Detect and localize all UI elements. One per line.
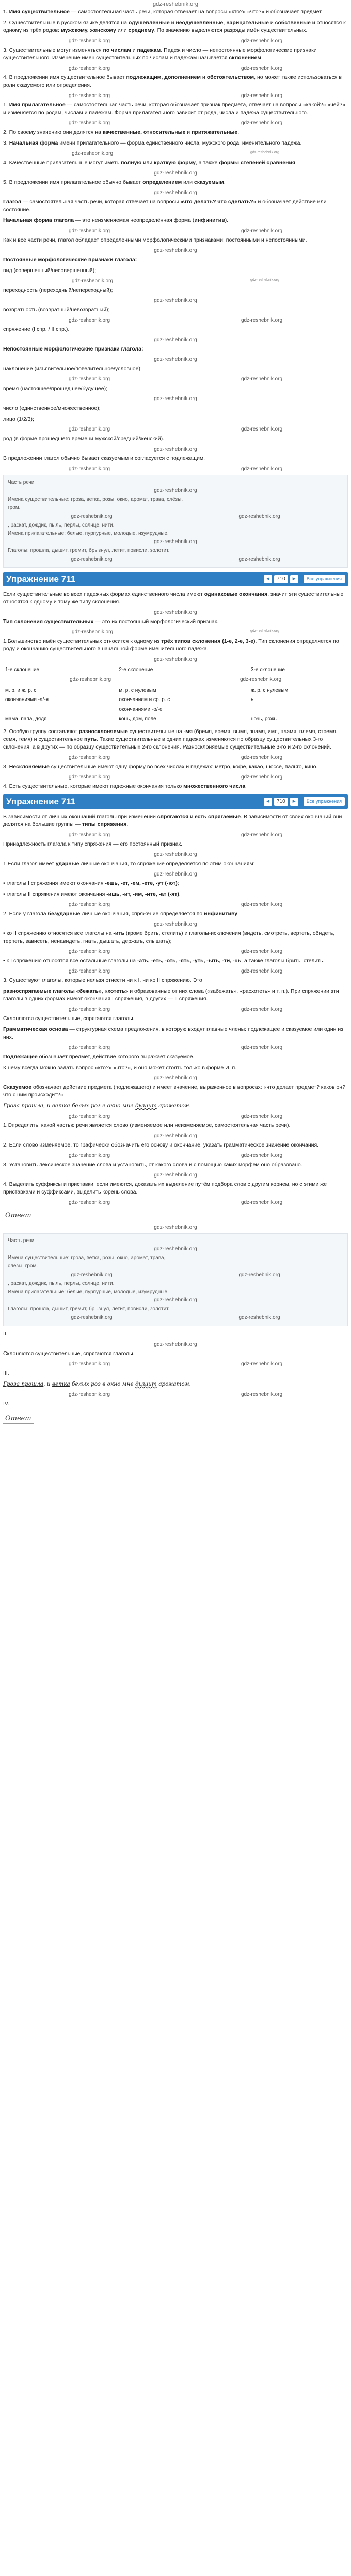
watermark-row: gdz-reshebnik.org gdz-reshebnik.org [68, 1391, 283, 1397]
site-header[interactable]: gdz-reshebnik.org [152, 1, 199, 7]
exercise-nav-bar [3, 572, 348, 586]
table-cell [249, 705, 348, 714]
next-exercise-button[interactable]: ► [290, 575, 298, 583]
watermark: gdz-reshebnik.org [154, 1224, 197, 1230]
paragraph: 1.Большинство имён существительных относится к одному из трёх типов склонения (1-е, 2-е, 3-е). Тип склонения определяется по роду и окончанию существительного в начальной форме именительного падежа. [3, 638, 339, 652]
paragraph: Тип склонения существительных — это их постоянный морфологический признак. [3, 618, 219, 625]
paragraph: 3. Установить лексическое значение слова и установить, от какого слова и с помощью каких морфем оно образовано. [3, 1162, 302, 1168]
paragraph: 1. Имя существительное — самостоятельная часть речи, которая отвечает на вопросы «кто?» «что?» и обозначает предмет. [3, 9, 323, 15]
paragraph: 3. Существуют глаголы, которые нельзя отнести ни к I, ни ко II спряжению. Это [3, 977, 202, 984]
watermark: gdz-reshebnik.org [154, 921, 197, 927]
watermark-row: gdz-reshebnik.org gdz-reshebnik.org [68, 832, 283, 838]
prev-exercise-button[interactable]: ◄ [264, 575, 272, 583]
watermark-row: gdz-reshebnik.org gdz-reshebnik.org [68, 1200, 283, 1206]
paragraph: Как и все части речи, глагол обладает определёнными морфологическими признаками: постоянными и непостоянными. [3, 237, 307, 243]
paragraph: 2. Существительные в русском языке делятся на одушевлённые и неодушевлённые, нарицательные и собственные и относятся к одному из трёх родов: мужскому, женскому или среднему. По значению выделяются разряды имён существительных. [3, 19, 346, 34]
exercise-title: Упражнение 711 [6, 796, 76, 806]
table-row: Имена существительные: гроза, ветка, розы, окно, аромат, трава, слёзы, [8, 497, 183, 503]
list-item: переходность (переходный/непереходный); [3, 287, 113, 294]
watermark-row: gdz-reshebnik.org gdz-reshebnik.org [68, 1152, 283, 1158]
table-row [3, 686, 348, 695]
paragraph: Принадлежность глагола к типу спряжения — его постоянный признак. [3, 840, 183, 847]
list-item: наклонение (изъявительное/повелительное/условное); [3, 365, 142, 372]
section-number: III. [3, 1370, 9, 1376]
paragraph: 5. В предложении имя прилагательное обычно бывает определением или сказуемым. [3, 179, 226, 185]
table-cell: ночь, рожь [251, 715, 277, 722]
list-item: • глаголы II спряжения имеют окончания -ишь, -ит, -им, -ите, -ат (-ят). [3, 891, 181, 897]
watermark-row: gdz-reshebnik.org gdz-reshebnik.org [71, 1271, 280, 1278]
table-cell: конь, дом, поле [119, 715, 156, 722]
table-row [3, 695, 348, 705]
table-row: гром. [8, 505, 21, 511]
watermark-row: gdz-reshebnik.org gdz-reshebnik.org [68, 1006, 283, 1012]
paragraph: Подлежащее обозначает предмет, действие которого выражает сказуемое. [3, 1054, 195, 1060]
table-header: Часть речи [8, 1237, 35, 1244]
watermark: gdz-reshebnik.org [154, 396, 197, 402]
paragraph: Если существительные во всех падежных формах единственного числа имеют одинаковые окончания, значит эти существительные относятся к одному и тому же типу склонения. [3, 591, 344, 605]
table-cell: м. р. с нулевым [119, 688, 156, 694]
watermark-row: gdz-reshebnik.org gdz-reshebnik.org [68, 38, 283, 44]
answer-label: Ответ [3, 1211, 34, 1221]
answer-table [3, 1233, 348, 1326]
example-sentence: Гроза прошла, и ветка белых роз в окно мне дышит ароматом. [3, 1380, 191, 1387]
paragraph: 2. Если слово изменяемое, то графически обозначить его основу и окончание, указать грамматическое значение окончания. [3, 1142, 319, 1149]
paragraph: Грамматическая основа — структурная схема предложения, в которую входят главные члены: подлежащее и сказуемое или один из них. [3, 1026, 344, 1040]
watermark: gdz-reshebnik.org [154, 337, 197, 343]
exercise-number[interactable]: 710 [274, 798, 288, 806]
table-header: Часть речи [8, 479, 35, 485]
watermark-row: gdz-reshebnik.org gdz-reshebnik.org [68, 1044, 283, 1051]
paragraph: 3. Существительные могут изменяться по числам и падежам. Падеж и число — непостоянные морфологические признаки существительного. Изменение имён существительных по числам и падежам называется склонением. [3, 46, 317, 61]
watermark: gdz-reshebnik.org [154, 1246, 197, 1252]
all-exercises-link[interactable]: Все упражнения [304, 575, 345, 583]
watermark-row: gdz-reshebnik.org gdz-reshebnik.org [68, 901, 283, 908]
watermark: gdz-reshebnik.org [154, 1297, 197, 1303]
watermark: gdz-reshebnik.org [154, 357, 197, 363]
watermark-row: gdz-reshebnik.org gdz-reshebnik.org [68, 774, 283, 780]
heading: Постоянные морфологические признаки глагола: [3, 257, 137, 263]
paragraph: В предложении глагол обычно бывает сказуемым и согласуется с подлежащим. [3, 455, 205, 462]
watermark-row: gdz-reshebnik.org gdz-reshebnik.org [71, 556, 280, 562]
exercise-nav-bar [3, 794, 348, 809]
all-exercises-link[interactable]: Все упражнения [304, 797, 345, 806]
watermark: gdz-reshebnik.org [154, 446, 197, 452]
paragraph: 4. Выделить суффиксы и приставки; если имеются, доказать их выделение путём подбора слов с другим корнем, но с этими же приставками и суффиксами, выделить корень слова. [3, 1181, 327, 1196]
list-item: лицо (1/2/3); [3, 416, 34, 422]
exercise-title: Упражнение 711 [6, 574, 76, 584]
table-row: Глаголы: прошла, дышит, гремит, брызнул, летит, повисли, золотит. [8, 548, 170, 554]
table-row: , раскат, дождик, пыль, перлы, солнце, нити. [8, 522, 115, 528]
watermark-row: gdz-reshebnik.org gdz-reshebnik.org [68, 466, 283, 472]
table-cell: окончанием и ср. р. с [119, 697, 170, 703]
table-header-cell: 1-е склонение [5, 666, 39, 673]
watermark: gdz-reshebnik.org [154, 1341, 197, 1347]
exercise-number[interactable]: 710 [274, 575, 288, 583]
table-row: , раскат, дождик, пыль, перлы, солнце, нити. [8, 1280, 115, 1286]
paragraph: Глагол — самостоятельная часть речи, которая отвечает на вопросы «что делать? что сделать?» и обозначает действие или состояние. [3, 199, 327, 213]
watermark-row: gdz-reshebnik.org gdz-reshebnik.org [68, 426, 283, 433]
watermark-row: gdz-reshebnik.org gdz-reshebnik.org [71, 1314, 280, 1321]
paragraph: разноспрягаемые глаголы «бежать», «хотеть» и образованные от них слова («забежать», «расхотеть» и т. п.). При спряжении эти глаголы в одних формах имеют окончания I спряжения, в других — II спряжения. [3, 988, 339, 1003]
list-item: возвратность (возвратный/невозвратный); [3, 307, 110, 313]
watermark-row: gdz-reshebnik.org gdz-reshebnik.org [71, 150, 279, 156]
paragraph: 3. Несклоняемые существительные имеют одну форму во всех числах и падежах: метро, кофе, какао, шоссе, пальто, кино. [3, 763, 318, 770]
list-item: время (настоящее/прошедшее/будущее); [3, 385, 108, 392]
watermark-row: gdz-reshebnik.org gdz-reshebnik.org [68, 754, 283, 760]
watermark-row: gdz-reshebnik.org gdz-reshebnik.org [69, 677, 282, 682]
paragraph: 2. Особую группу составляют разносклоняемые существительные на -мя (бремя, время, вымя, знамя, имя, пламя, племя, стремя, семя, темя) и существительное путь. Такие существительные в одних падежах изменяются по образцу существительных 3-го склонения, а в других — по образцу существительных 2-го склонения. Разносклоняемые существительные 3-го и 2-го склонений. [3, 728, 338, 750]
watermark-row: gdz-reshebnik.org gdz-reshebnik.org [68, 1113, 283, 1119]
watermark: gdz-reshebnik.org [154, 247, 197, 253]
watermark-row: gdz-reshebnik.org gdz-reshebnik.org [68, 317, 283, 324]
watermark-row: gdz-reshebnik.org gdz-reshebnik.org [68, 1361, 283, 1367]
paragraph: Склоняются существительные, спрягаются глаголы. [3, 1350, 135, 1357]
table-row: Имена существительные: гроза, ветка, розы, окно, аромат, трава, [8, 1255, 166, 1261]
watermark-row: gdz-reshebnik.org gdz-reshebnik.org [68, 65, 283, 71]
answer-label: Ответ [3, 1414, 34, 1424]
table-cell: окончаниями -о/-е [119, 706, 163, 712]
table-row: Имена прилагательные: белые, пурпурные, молодые, изумрудные. [8, 1289, 169, 1295]
heading: Непостоянные морфологические признаки глагола: [3, 346, 143, 353]
paragraph: К нему всегда можно задать вопрос «кто?» «что?», и оно может стоять только в форме И. п. [3, 1064, 237, 1071]
table-header-cell: 3-е склонение [251, 666, 285, 673]
table-row [3, 705, 348, 714]
paragraph: 1. Имя прилагательное — самостоятельная часть речи, которая обозначает признак предмета, отвечает на вопросы «какой?» «чей?» и изменяется по родам, числам и падежам. Форма прилагательного зависит от рода, числа и падежа существительного. [3, 101, 346, 116]
table-cell: ь [251, 697, 254, 703]
watermark: gdz-reshebnik.org [154, 1172, 197, 1179]
table-cell: ж. р. с нулевым [251, 688, 289, 694]
prev-exercise-button[interactable]: ◄ [264, 798, 272, 806]
table-row: Имена прилагательные: белые, пурпурные, молодые, изумрудные. [8, 530, 169, 536]
next-exercise-button[interactable]: ► [290, 798, 298, 806]
watermark-row: gdz-reshebnik.org gdz-reshebnik.org [68, 968, 283, 975]
watermark-row: gdz-reshebnik.org gdz-reshebnik.org [68, 92, 283, 99]
paragraph: Склоняются существительные, спрягаются глаголы. [3, 1015, 135, 1022]
list-item: число (единственное/множественное); [3, 405, 101, 411]
list-item: • ко II спряжению относятся все глаголы на -ить (кроме брить, стелить) и глаголы-исключения (видеть, смотреть, вертеть, обидеть, терпеть, зависеть, ненавидеть, гнать, дышать, держать, слышать); [3, 930, 335, 945]
table-header-cell: 2-е склонение [119, 666, 153, 673]
list-item: • к I спряжению относятся все остальные глаголы на -ать, -еть, -оть, -ять, -уть, -ыть, -ти, -чь, а также глаголы брить, стелить. [3, 958, 325, 964]
exercise-pager [264, 797, 345, 806]
watermark-row: gdz-reshebnik.org gdz-reshebnik.org [68, 948, 283, 955]
watermark-row: gdz-reshebnik.org gdz-reshebnik.org [71, 629, 279, 635]
watermark-row: gdz-reshebnik.org gdz-reshebnik.org [71, 278, 279, 284]
list-item: род (в форме прошедшего времени мужской/средний/женский). [3, 435, 165, 442]
table-cell: мама, папа, дядя [5, 715, 47, 722]
list-item: вид (совершенный/несовершенный); [3, 267, 97, 274]
watermark: gdz-reshebnik.org [154, 1075, 197, 1081]
example-sentence: Гроза прошла, и ветка белых роз в окно мне дышит ароматом. [3, 1102, 191, 1109]
watermark: gdz-reshebnik.org [154, 851, 197, 857]
section-number: II. [3, 1330, 8, 1337]
table-cell: окончаниями -а/-я [5, 697, 49, 703]
watermark: gdz-reshebnik.org [154, 871, 197, 877]
watermark-row: gdz-reshebnik.org gdz-reshebnik.org [68, 228, 283, 234]
watermark: gdz-reshebnik.org [154, 189, 197, 196]
paragraph: Сказуемое обозначает действие предмета (подлежащего) и имеет значение, выраженное в вопросах: «что делает предмет? каков он? что с ним происходит?» [3, 1084, 345, 1098]
parts-of-speech-table [3, 475, 348, 568]
exercise-pager [264, 575, 345, 583]
watermark: gdz-reshebnik.org [154, 656, 197, 662]
watermark: gdz-reshebnik.org [154, 1133, 197, 1139]
table-row: слёзы, гром. [8, 1263, 38, 1269]
section-number: IV. [3, 1400, 9, 1407]
paragraph: 4. В предложении имя существительное бывает подлежащим, дополнением и обстоятельством, но может также использоваться в роли сказуемого или определения. [3, 74, 342, 88]
watermark-row: gdz-reshebnik.org gdz-reshebnik.org [68, 120, 283, 126]
table-row [3, 714, 348, 724]
watermark: gdz-reshebnik.org [154, 609, 197, 615]
paragraph: Начальная форма глагола — это неизменяемая неопределённая форма (инфинитив). [3, 217, 229, 224]
list-item: спряжение (I спр. / II спр.). [3, 326, 70, 333]
paragraph: 4. Качественные прилагательные могут иметь полную или краткую форму, а также формы степеней сравнения. [3, 159, 297, 166]
table-row [3, 675, 348, 686]
paragraph: 2. По своему значению они делятся на качественные, относительные и притяжательные. [3, 129, 240, 135]
table-cell: м. р. и ж. р. с [5, 688, 37, 694]
watermark: gdz-reshebnik.org [154, 488, 197, 494]
watermark-row: gdz-reshebnik.org gdz-reshebnik.org [71, 513, 280, 519]
paragraph: 1.Если глагол имеет ударные личные окончания, то спряжение определяется по этим окончаниям: [3, 860, 255, 867]
watermark-row: gdz-reshebnik.org gdz-reshebnik.org [68, 376, 283, 383]
declension-table [3, 665, 348, 724]
paragraph: 4. Есть существительные, которые имеют падежные окончания только множественного числа [3, 783, 246, 789]
paragraph: В зависимости от личных окончаний глаголы при изменении спрягаются и есть спрягаемые. В зависимости от своих окончаний они делятся на большие группы — типы спряжения. [3, 813, 342, 828]
watermark: gdz-reshebnik.org [154, 298, 197, 304]
table-row [3, 665, 348, 675]
watermark: gdz-reshebnik.org [154, 170, 197, 176]
table-row: Глаголы: прошла, дышит, гремит, брызнул, летит, повисли, золотит. [8, 1306, 170, 1312]
list-item: • глаголы I спряжения имеют окончания -ешь, -ет, -ем, -ете, -ут (-ют); [3, 880, 179, 887]
watermark: gdz-reshebnik.org [154, 539, 197, 545]
table-cell [3, 705, 117, 714]
paragraph: 3. Начальная форма имени прилагательного — форма единственного числа, мужского рода, именительного падежа. [3, 139, 302, 146]
paragraph: 1.Определить, какой частью речи является слово (изменяемое или неизменяемое, самостоятельная часть речи). [3, 1122, 291, 1128]
paragraph: 2. Если у глагола безударные личные окончания, спряжение определяется по инфинитиву: [3, 911, 239, 917]
